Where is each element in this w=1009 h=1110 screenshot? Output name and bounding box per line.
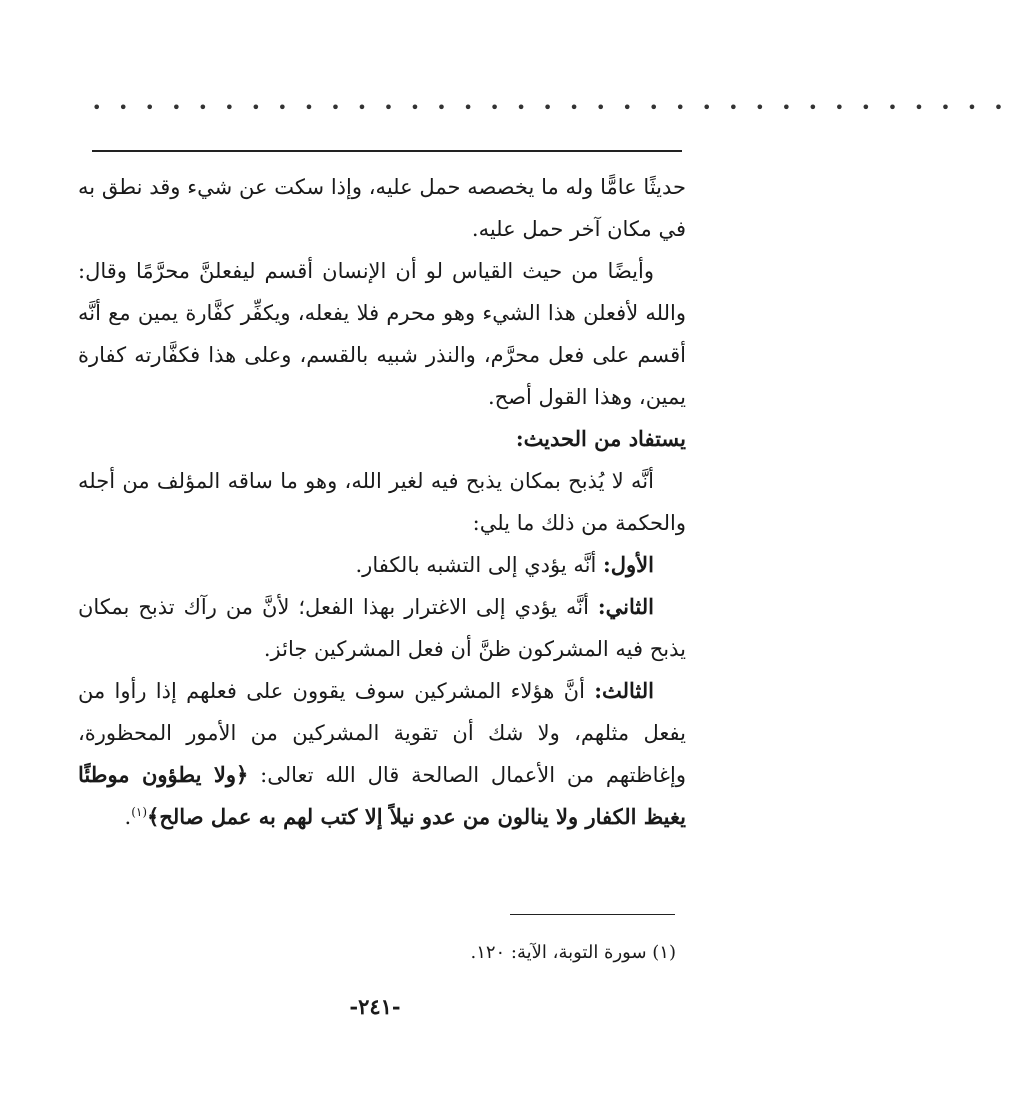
page-number: -٢٤١- [349,994,401,1019]
point-first [78,544,686,586]
point-second-label: الثاني: [597,594,654,619]
main-text [78,166,686,838]
footnote-ref: (١) [131,805,148,819]
header-rule [92,150,682,152]
paragraph-3: أنَّه لا يُذبح بمكان يذبح فيه لغير الله، وهو ما ساقه المؤلف من أجله والحكمة من ذلك ما يلي: [78,469,686,535]
point-first-label: الأول: [603,552,654,577]
quran-verse: ﴿ولا يطؤون موطئًا يغيظ الكفار ولا ينالون من عدو نيلاً إلا كتب لهم به عمل صالح﴾ [78,762,686,829]
footnote-rule [510,914,675,915]
point-third-text: أنَّ هؤلاء المشركين سوف يقوون على فعلهم إذا رأوا من يفعل مثلهم، ولا شك أن تقوية المشركين من الأمور المحظورة، وإغاظتهم من الأعمال الصالحة قال الله تعالى: [78,679,686,787]
footnote: (١) سورة التوبة، الآية: ١٢٠. [470,942,676,963]
end-mark: . [124,805,132,829]
section-heading: يستفاد من الحديث: [515,426,686,451]
point-second [78,586,686,670]
point-third [78,670,686,838]
point-second-text: أنَّه يؤدي إلى الاغترار بهذا الفعل؛ لأنَّ من رآك تذبح بمكان يذبح فيه المشركون ظنَّ أن فعل المشركين جائز. [78,595,686,661]
point-third-label: الثالث: [594,678,655,703]
paragraph-2: وأيضًا من حيث القياس لو أن الإنسان أقسم ليفعلنَّ محرَّمًا وقال: والله لأفعلن هذا الشيء وهو محرم فلا يفعله، ويكفِّر كفَّارة يمين مع أنَّه أقسم على فعل محرَّم، والنذر شبيه بالقسم، وعلى هذا فكفَّارته كفارة يمين، وهذا القول أصح. [78,259,686,409]
paragraph-1: حديثًا عامًّا وله ما يخصصه حمل عليه، وإذا سكت عن شيء وقد نطق به في مكان آخر حمل عليه. [78,175,686,241]
header-dots: • • • • • • • • • • • • • • • • • • • • • • • • • • • • • • • • • • • [92,98,1009,117]
point-first-text: أنَّه يؤدي إلى التشبه بالكفار. [355,553,597,577]
